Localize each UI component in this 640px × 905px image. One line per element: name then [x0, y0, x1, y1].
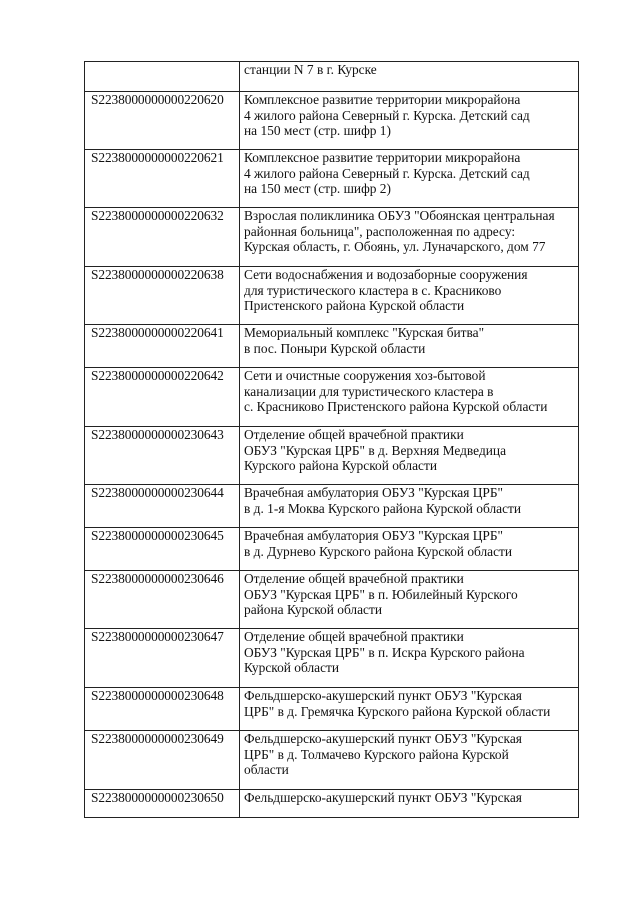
object-code: S2238000000000220638 — [85, 267, 240, 325]
table-row — [85, 92, 579, 150]
table-row — [85, 208, 579, 267]
object-name-line: Курская область, г. Обоянь, ул. Луначарского, дом 77 — [244, 239, 546, 254]
table-row — [85, 485, 579, 528]
object-code: S2238000000000230645 — [85, 528, 240, 571]
object-name — [240, 688, 579, 731]
object-name — [240, 62, 579, 92]
object-name-line: ОБУЗ "Курская ЦРБ" в п. Юбилейный Курского — [244, 586, 518, 602]
object-name — [240, 92, 579, 150]
object-code: S2238000000000230648 — [85, 688, 240, 731]
object-name-line: Фельдшерско-акушерский пункт ОБУЗ "Курская — [244, 688, 522, 703]
object-code: S2238000000000220620 — [85, 92, 240, 150]
object-name — [240, 528, 579, 571]
registry-table — [84, 61, 579, 818]
table-row — [85, 325, 579, 368]
object-name-line: в д. 1-я Моква Курского района Курской области — [244, 500, 522, 516]
table-row — [85, 731, 579, 790]
object-name-line: Фельдшерско-акушерский пункт ОБУЗ "Курская — [244, 790, 522, 805]
object-name — [240, 629, 579, 688]
object-name-line: в пос. Поныри Курской области — [244, 340, 426, 356]
object-name-line: Отделение общей врачебной практики — [244, 571, 464, 586]
table-row — [85, 150, 579, 208]
table-row — [85, 688, 579, 731]
object-name-line: области — [244, 762, 289, 777]
table-row — [85, 571, 579, 629]
object-code: S2238000000000230649 — [85, 731, 240, 790]
object-name-line: 4 жилого района Северный г. Курска. Детский сад — [244, 107, 530, 123]
object-name-line: Комплексное развитие территории микрорайона — [244, 150, 521, 165]
object-code: S2238000000000230650 — [85, 790, 240, 818]
object-name — [240, 325, 579, 368]
object-name-line: в д. Дурнево Курского района Курской области — [244, 543, 513, 559]
object-name — [240, 427, 579, 485]
object-name-line: на 150 мест (стр. шифр 1) — [244, 123, 391, 138]
object-name-line: для туристического кластера в с. Красниково — [244, 282, 502, 298]
object-code: S2238000000000220642 — [85, 368, 240, 427]
registry-table-body — [85, 62, 579, 818]
table-row — [85, 267, 579, 325]
table-row — [85, 368, 579, 427]
object-name-line: Сети водоснабжения и водозаборные сооружения — [244, 267, 528, 282]
object-name — [240, 150, 579, 208]
object-name — [240, 267, 579, 325]
object-name — [240, 571, 579, 629]
object-code — [85, 62, 240, 92]
table-row — [85, 528, 579, 571]
object-name-line: Отделение общей врачебной практики — [244, 427, 464, 442]
object-name-line: с. Красниково Пристенского района Курской области — [244, 399, 548, 414]
object-name-line: Врачебная амбулатория ОБУЗ "Курская ЦРБ" — [244, 485, 503, 500]
table-row — [85, 790, 579, 818]
object-name-line: Пристенского района Курской области — [244, 298, 465, 313]
object-name-line: районная больница", расположенная по адресу: — [244, 223, 516, 239]
object-name-line: канализации для туристического кластера в — [244, 383, 494, 399]
table-row — [85, 427, 579, 485]
table-row — [85, 62, 579, 92]
object-name-line: на 150 мест (стр. шифр 2) — [244, 181, 391, 196]
object-name-line: станции N 7 в г. Курске — [244, 62, 377, 77]
object-name-line: 4 жилого района Северный г. Курска. Детский сад — [244, 165, 530, 181]
object-name-line: Курского района Курской области — [244, 458, 437, 473]
object-code: S2238000000000220632 — [85, 208, 240, 267]
object-name-line: Мемориальный комплекс "Курская битва" — [244, 325, 485, 340]
object-name-line: Комплексное развитие территории микрорайона — [244, 92, 521, 107]
object-name-line: ЦРБ" в д. Толмачево Курского района Курской — [244, 746, 509, 762]
object-code: S2238000000000230643 — [85, 427, 240, 485]
object-name-line: Курской области — [244, 660, 340, 675]
object-code: S2238000000000230647 — [85, 629, 240, 688]
object-name — [240, 731, 579, 790]
object-code: S2238000000000230646 — [85, 571, 240, 629]
object-name-line: Фельдшерско-акушерский пункт ОБУЗ "Курская — [244, 731, 522, 746]
table-row — [85, 629, 579, 688]
object-name — [240, 208, 579, 267]
object-code: S2238000000000220641 — [85, 325, 240, 368]
object-name-line: Сети и очистные сооружения хоз-бытовой — [244, 368, 486, 383]
object-name-line: ОБУЗ "Курская ЦРБ" в п. Искра Курского района — [244, 644, 525, 660]
object-name-line: Отделение общей врачебной практики — [244, 629, 464, 644]
object-name — [240, 790, 579, 818]
object-code: S2238000000000230644 — [85, 485, 240, 528]
object-name — [240, 485, 579, 528]
object-name-line: Врачебная амбулатория ОБУЗ "Курская ЦРБ" — [244, 528, 503, 543]
object-name — [240, 368, 579, 427]
object-name-line: ОБУЗ "Курская ЦРБ" в д. Верхняя Медведица — [244, 442, 507, 458]
object-name-line: Взрослая поликлиника ОБУЗ "Обоянская центральная — [244, 208, 555, 223]
object-code: S2238000000000220621 — [85, 150, 240, 208]
object-name-line: района Курской области — [244, 602, 383, 617]
object-name-line: ЦРБ" в д. Гремячка Курского района Курской области — [244, 703, 551, 719]
